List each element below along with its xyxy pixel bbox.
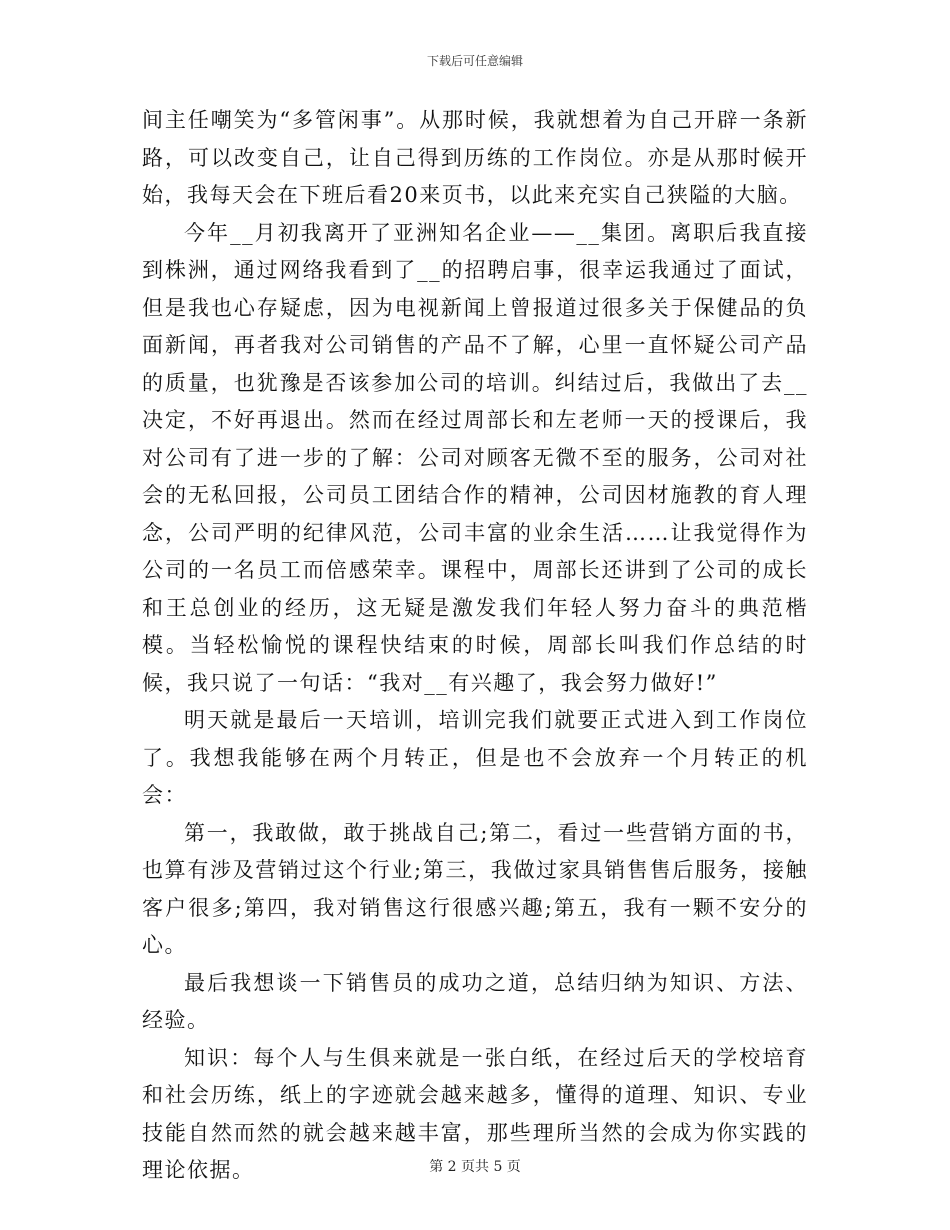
page-footer: 第 2 页共 5 页 (429, 1159, 521, 1175)
paragraph: 第一，我敢做，敢于挑战自己;第二，看过一些营销方面的书，也算有涉及营销过这个行业;第三，我做过家具销售售后服务，接触客户很多;第四，我对销售这行很感兴趣;第五，我有一颗不安分的心。 (142, 820, 808, 957)
paragraph: 今年__月初我离开了亚洲知名企业——__集团。离职后我直接到株洲，通过网络我看到了__的招聘启事，很幸运我通过了面试，但是我也心存疑虑，因为电视新闻上曾报道过很多关于保健品的负面新闻，再者我对公司销售的产品不了解，心里一直怀疑公司产品的质量，也犹豫是否该参加公司的培训。纠结过后，我做出了去__决定，不好再退出。然而在经过周部长和左老师一天的授课后，我对公司有了进一步的了解：公司对顾客无微不至的服务，公司对社会的无私回报，公司员工团结合作的精神，公司因材施教的育人理念，公司严明的纪律风范，公司丰富的业余生活……让我觉得作为公司的一名员工而倍感荣幸。课程中，周部长还讲到了公司的成长和王总创业的经历，这无疑是激发我们年轻人努力奋斗的典范楷模。当轻松愉悦的课程快结束的时候，周部长叫我们作总结的时候，我只说了一句话：“我对__有兴趣了，我会努力做好!” (142, 220, 808, 695)
document-body (142, 102, 808, 1190)
page-header: 下载后可任意编辑 (426, 54, 523, 68)
paragraph-continuation: 间主任嘲笑为“多管闲事”。从那时候，我就想着为自己开辟一条新路，可以改变自己，让自己得到历练的工作岗位。亦是从那时候开始，我每天会在下班后看20来页书，以此来充实自己狭隘的大脑。 (142, 108, 808, 207)
paragraph: 知识：每个人与生俱来就是一张白纸，在经过后天的学校培育和社会历练，纸上的字迹就会越来越多，懂得的道理、知识、专业技能自然而然的就会越来越丰富，那些理所当然的会成为你实践的理论依据。 (142, 1045, 808, 1182)
paragraph: 最后我想谈一下销售员的成功之道，总结归纳为知识、方法、经验。 (142, 970, 808, 1032)
paragraph: 明天就是最后一天培训，培训完我们就要正式进入到工作岗位了。我想我能够在两个月转正，但是也不会放弃一个月转正的机会： (142, 708, 808, 807)
